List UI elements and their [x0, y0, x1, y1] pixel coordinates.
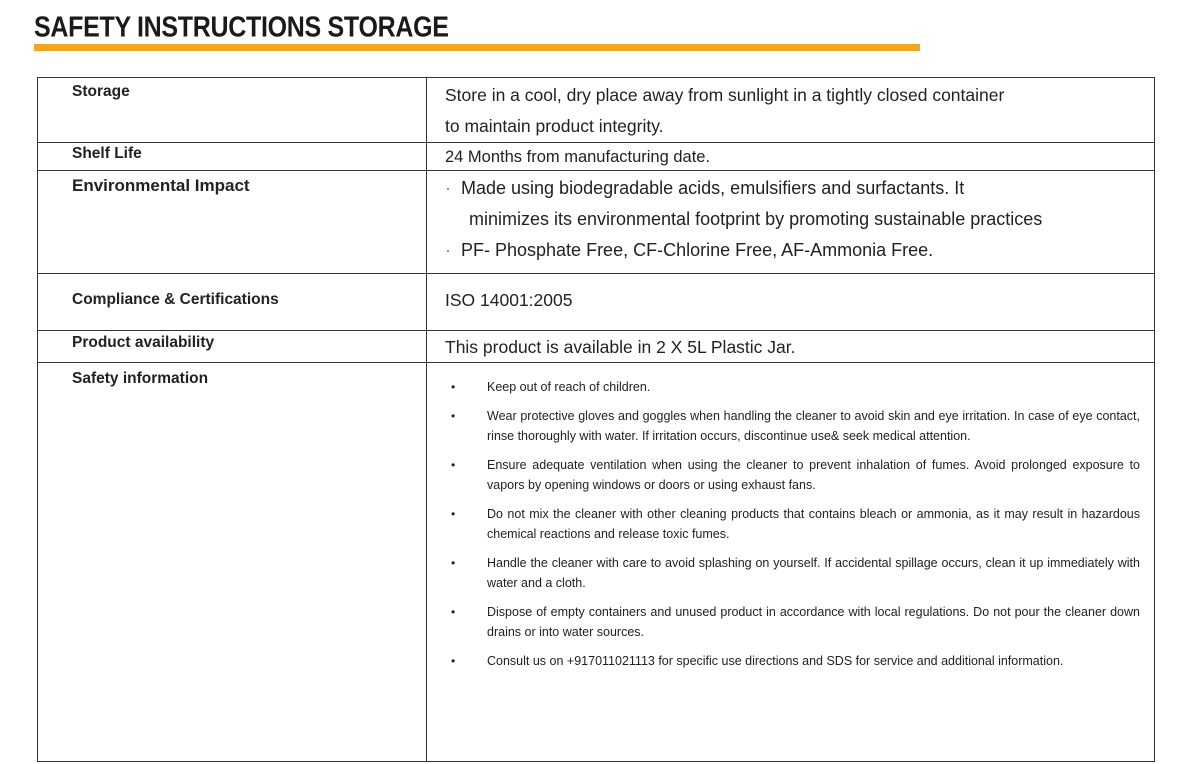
bullet-icon: ·	[445, 178, 451, 198]
compliance-label: Compliance & Certifications	[38, 274, 427, 331]
list-item: • Consult us on +917011021113 for specific use directions and SDS for service and additional information.	[441, 651, 1140, 671]
shelf-life-value: 24 Months from manufacturing date.	[427, 143, 1155, 171]
storage-label: Storage	[38, 78, 427, 143]
bullet-icon: •	[451, 409, 456, 423]
table-row-compliance	[38, 274, 1155, 331]
compliance-value: ISO 14001:2005	[427, 274, 1155, 331]
environmental-impact-value	[427, 171, 1155, 274]
list-item: • Do not mix the cleaner with other cleaning products that contains bleach or ammonia, as it may result in hazardous chemical reactions and release toxic fumes.	[441, 504, 1140, 544]
safety-label: Safety information	[38, 363, 427, 762]
bullet-icon: •	[451, 458, 456, 472]
bullet-icon: •	[451, 605, 456, 619]
list-item: • Dispose of empty containers and unused product in accordance with local regulations. Do not pour the cleaner down drains or into water sources.	[441, 602, 1140, 642]
table-row-storage	[38, 78, 1155, 143]
table-row-availability	[38, 331, 1155, 363]
availability-label: Product availability	[38, 331, 427, 363]
environmental-point-1-continued: minimizes its environmental footprint by promoting sustainable practices	[469, 209, 1043, 229]
bullet-icon: ·	[445, 240, 451, 260]
list-item: • Wear protective gloves and goggles when handling the cleaner to avoid skin and eye irritation. In case of eye contact, rinse thoroughly with water. If irritation occurs, discontinue use& seek medical attention.	[441, 406, 1140, 446]
table-row-shelf-life	[38, 143, 1155, 171]
shelf-life-label: Shelf Life	[38, 143, 427, 171]
environmental-impact-label: Environmental Impact	[38, 171, 427, 274]
environmental-point-1: · Made using biodegradable acids, emulsifiers and surfactants. It	[445, 178, 965, 198]
title-underline	[34, 44, 920, 51]
list-item: • Keep out of reach of children.	[441, 377, 1140, 397]
bullet-icon: •	[451, 507, 456, 521]
safety-value	[427, 363, 1155, 762]
list-item: • Ensure adequate ventilation when using the cleaner to prevent inhalation of fumes. Avoid prolonged exposure to vapors by opening windows or doors or using exhaust fans.	[441, 455, 1140, 495]
page-title: SAFETY INSTRUCTIONS STORAGE	[34, 11, 449, 44]
table-row-safety	[38, 363, 1155, 762]
list-item: • Handle the cleaner with care to avoid splashing on yourself. If accidental spillage occurs, clean it up immediately with water and a cloth.	[441, 553, 1140, 593]
availability-value: This product is available in 2 X 5L Plastic Jar.	[427, 331, 1155, 363]
environmental-point-2: · PF- Phosphate Free, CF-Chlorine Free, AF-Ammonia Free.	[445, 240, 934, 260]
table-row-environmental-impact	[38, 171, 1155, 274]
safety-info-table	[37, 77, 1155, 762]
bullet-icon: •	[451, 654, 456, 668]
bullet-icon: •	[451, 380, 456, 394]
bullet-icon: •	[451, 556, 456, 570]
safety-list	[441, 377, 1140, 671]
storage-value	[427, 78, 1155, 143]
storage-value-line-2: to maintain product integrity.	[445, 116, 664, 136]
storage-value-line-1: Store in a cool, dry place away from sunlight in a tightly closed container	[445, 85, 1005, 105]
